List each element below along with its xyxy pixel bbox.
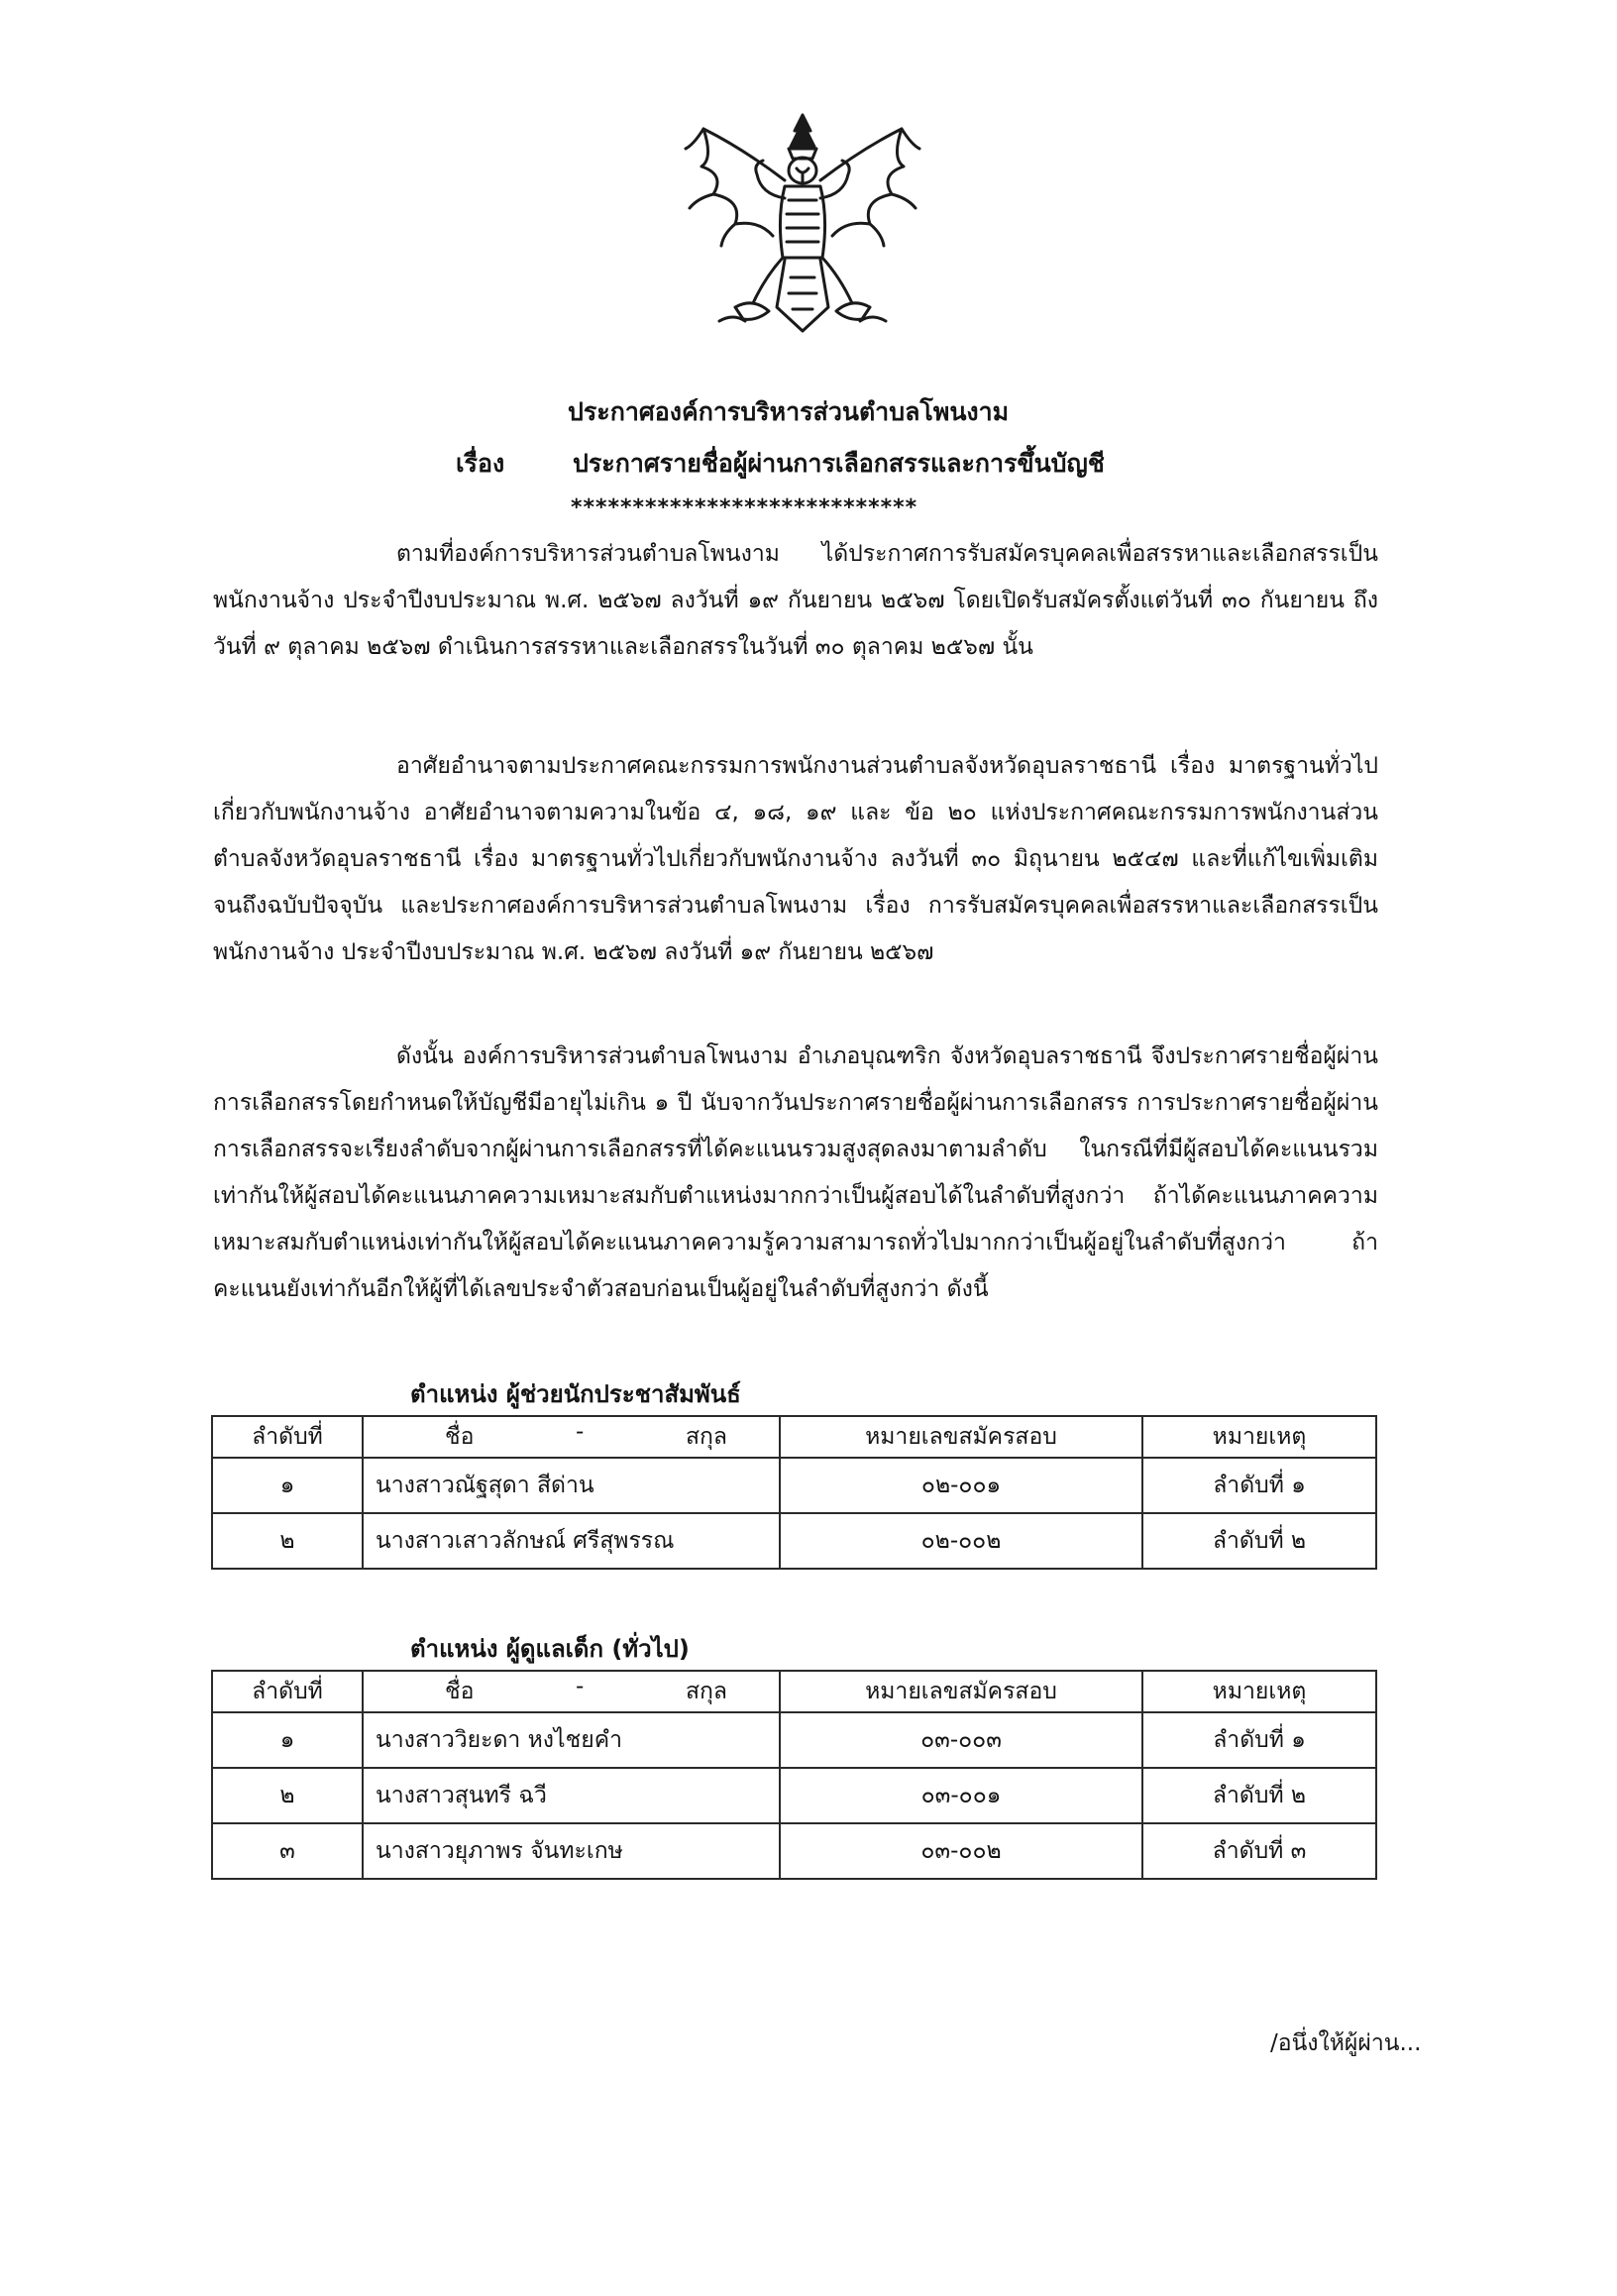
results-table	[211, 1415, 1377, 1570]
table-header-row	[212, 1671, 1376, 1712]
order-cell: ๒	[212, 1513, 363, 1569]
heading-separator: ****************************	[571, 495, 918, 520]
garuda-emblem-icon	[674, 109, 931, 347]
applicant-id-cell: ๐๒-๐๐๑	[780, 1458, 1142, 1513]
name-cell: นางสาวณัฐสุดา สีด่าน	[363, 1458, 780, 1513]
order-cell: ๓	[212, 1823, 363, 1879]
applicant-id-cell: ๐๓-๐๐๒	[780, 1823, 1142, 1879]
table-row	[212, 1823, 1376, 1879]
column-header-name	[363, 1671, 780, 1712]
paragraph-authority: อาศัยอำนาจตามประกาศคณะกรรมการพนักงานส่วนตำบลจังหวัดอุบลราชธานี เรื่อง มาตรฐานทั่วไปเกี่ยวกับพนักงานจ้าง อาศัยอำนาจตามความในข้อ ๔, ๑๘, ๑๙ และ ข้อ ๒๐ แห่งประกาศคณะกรรมการพนักงานส่วนตำบลจังหวัดอุบลราชธานี เรื่อง มาตรฐานทั่วไปเกี่ยวกับพนักงานจ้าง ลงวันที่ ๓๐ มิถุนายน ๒๕๔๗ และที่แก้ไขเพิ่มเติมจนถึงฉบับปัจจุบัน และประกาศองค์การบริหารส่วนตำบลโพนงาม เรื่อง การรับสมัครบุคคลเพื่อสรรหาและเลือกสรรเป็นพนักงานจ้าง ประจำปีงบประมาณ พ.ศ. ๒๕๖๗ ลงวันที่ ๑๙ กันยายน ๒๕๖๗	[213, 753, 1378, 965]
applicant-id-cell: ๐๓-๐๐๑	[780, 1768, 1142, 1823]
column-header-note: หมายเหตุ	[1142, 1416, 1376, 1458]
table-row	[212, 1712, 1376, 1768]
announcement-title: ประกาศองค์การบริหารส่วนตำบลโพนงาม	[568, 397, 1010, 426]
note-cell: ลำดับที่ ๒	[1142, 1513, 1376, 1569]
name-cell: นางสาววิยะดา หงไชยคำ	[363, 1712, 780, 1768]
note-cell: ลำดับที่ ๑	[1142, 1458, 1376, 1513]
table-row	[212, 1768, 1376, 1823]
paragraph-ranking-rules: ดังนั้น องค์การบริหารส่วนตำบลโพนงาม อำเภอบุณฑริก จังหวัดอุบลราชธานี จึงประกาศรายชื่อผู้ผ่านการเลือกสรรโดยกำหนดให้บัญชีมีอายุไม่เกิน ๑ ปี นับจากวันประกาศรายชื่อผู้ผ่านการเลือกสรร การประกาศรายชื่อผู้ผ่านการเลือกสรรจะเรียงลำดับจากผู้ผ่านการเลือกสรรที่ได้คะแนนรวมสูงสุดลงมาตามลำดับ ในกรณีที่มีผู้สอบได้คะแนนรวมเท่ากันให้ผู้สอบได้คะแนนภาคความเหมาะสมกับตำแหน่งมากกว่าเป็นผู้สอบได้ในลำดับที่สูงกว่า ถ้าได้คะแนนภาคความเหมาะสมกับตำแหน่งเท่ากันให้ผู้สอบได้คะแนนภาคความรู้ความสามารถทั่วไปมากกว่าเป็นผู้อยู่ในลำดับที่สูงกว่า ถ้าคะแนนยังเท่ากันอีกให้ผู้ที่ได้เลขประจำตัวสอบก่อนเป็นผู้อยู่ในลำดับที่สูงกว่า ดังนี้	[213, 1043, 1378, 1302]
table-header-row	[212, 1416, 1376, 1458]
applicant-id-cell: ๐๓-๐๐๓	[780, 1712, 1142, 1768]
table-row	[212, 1458, 1376, 1513]
position-title: ตำแหน่ง ผู้ช่วยนักประชาสัมพันธ์	[410, 1380, 741, 1408]
column-header-name-first: ชื่อ	[445, 1424, 475, 1450]
name-cell: นางสาวสุนทรี ฉวี	[363, 1768, 780, 1823]
note-cell: ลำดับที่ ๑	[1142, 1712, 1376, 1768]
column-header-name-first: ชื่อ	[445, 1679, 475, 1704]
subject-label: เรื่อง	[456, 449, 505, 478]
order-cell: ๒	[212, 1768, 363, 1823]
column-header-applicant-id: หมายเลขสมัครสอบ	[780, 1671, 1142, 1712]
subject-text: ประกาศรายชื่อผู้ผ่านการเลือกสรรและการขึ้นบัญชี	[573, 449, 1105, 478]
column-header-name-dash: -	[576, 1674, 585, 1699]
applicant-id-cell: ๐๒-๐๐๒	[780, 1513, 1142, 1569]
order-cell: ๑	[212, 1712, 363, 1768]
column-header-note: หมายเหตุ	[1142, 1671, 1376, 1712]
column-header-name-last: สกุล	[685, 1424, 727, 1450]
table-row	[212, 1513, 1376, 1569]
note-cell: ลำดับที่ ๓	[1142, 1823, 1376, 1879]
column-header-name-dash: -	[576, 1419, 585, 1445]
note-cell: ลำดับที่ ๒	[1142, 1768, 1376, 1823]
paragraph-recruitment: ตามที่องค์การบริหารส่วนตำบลโพนงาม ได้ประกาศการรับสมัครบุคคลเพื่อสรรหาและเลือกสรรเป็นพนักงานจ้าง ประจำปีงบประมาณ พ.ศ. ๒๕๖๗ ลงวันที่ ๑๙ กันยายน ๒๕๖๗ โดยเปิดรับสมัครตั้งแต่วันที่ ๓๐ กันยายน ถึงวันที่ ๙ ตุลาคม ๒๕๖๗ ดำเนินการสรรหาและเลือกสรรในวันที่ ๓๐ ตุลาคม ๒๕๖๗ นั้น	[213, 541, 1378, 660]
column-header-order: ลำดับที่	[212, 1671, 363, 1712]
name-cell: นางสาวเสาวลักษณ์ ศรีสุพรรณ	[363, 1513, 780, 1569]
continuation-note: /อนึ่งให้ผู้ผ่าน...	[1270, 2030, 1422, 2056]
position-title: ตำแหน่ง ผู้ดูแลเด็ก (ทั่วไป)	[410, 1635, 690, 1663]
results-table	[211, 1670, 1377, 1880]
column-header-name-last: สกุล	[685, 1679, 727, 1704]
column-header-applicant-id: หมายเลขสมัครสอบ	[780, 1416, 1142, 1458]
column-header-name	[363, 1416, 780, 1458]
column-header-order: ลำดับที่	[212, 1416, 363, 1458]
name-cell: นางสาวยุภาพร จันทะเกษ	[363, 1823, 780, 1879]
order-cell: ๑	[212, 1458, 363, 1513]
